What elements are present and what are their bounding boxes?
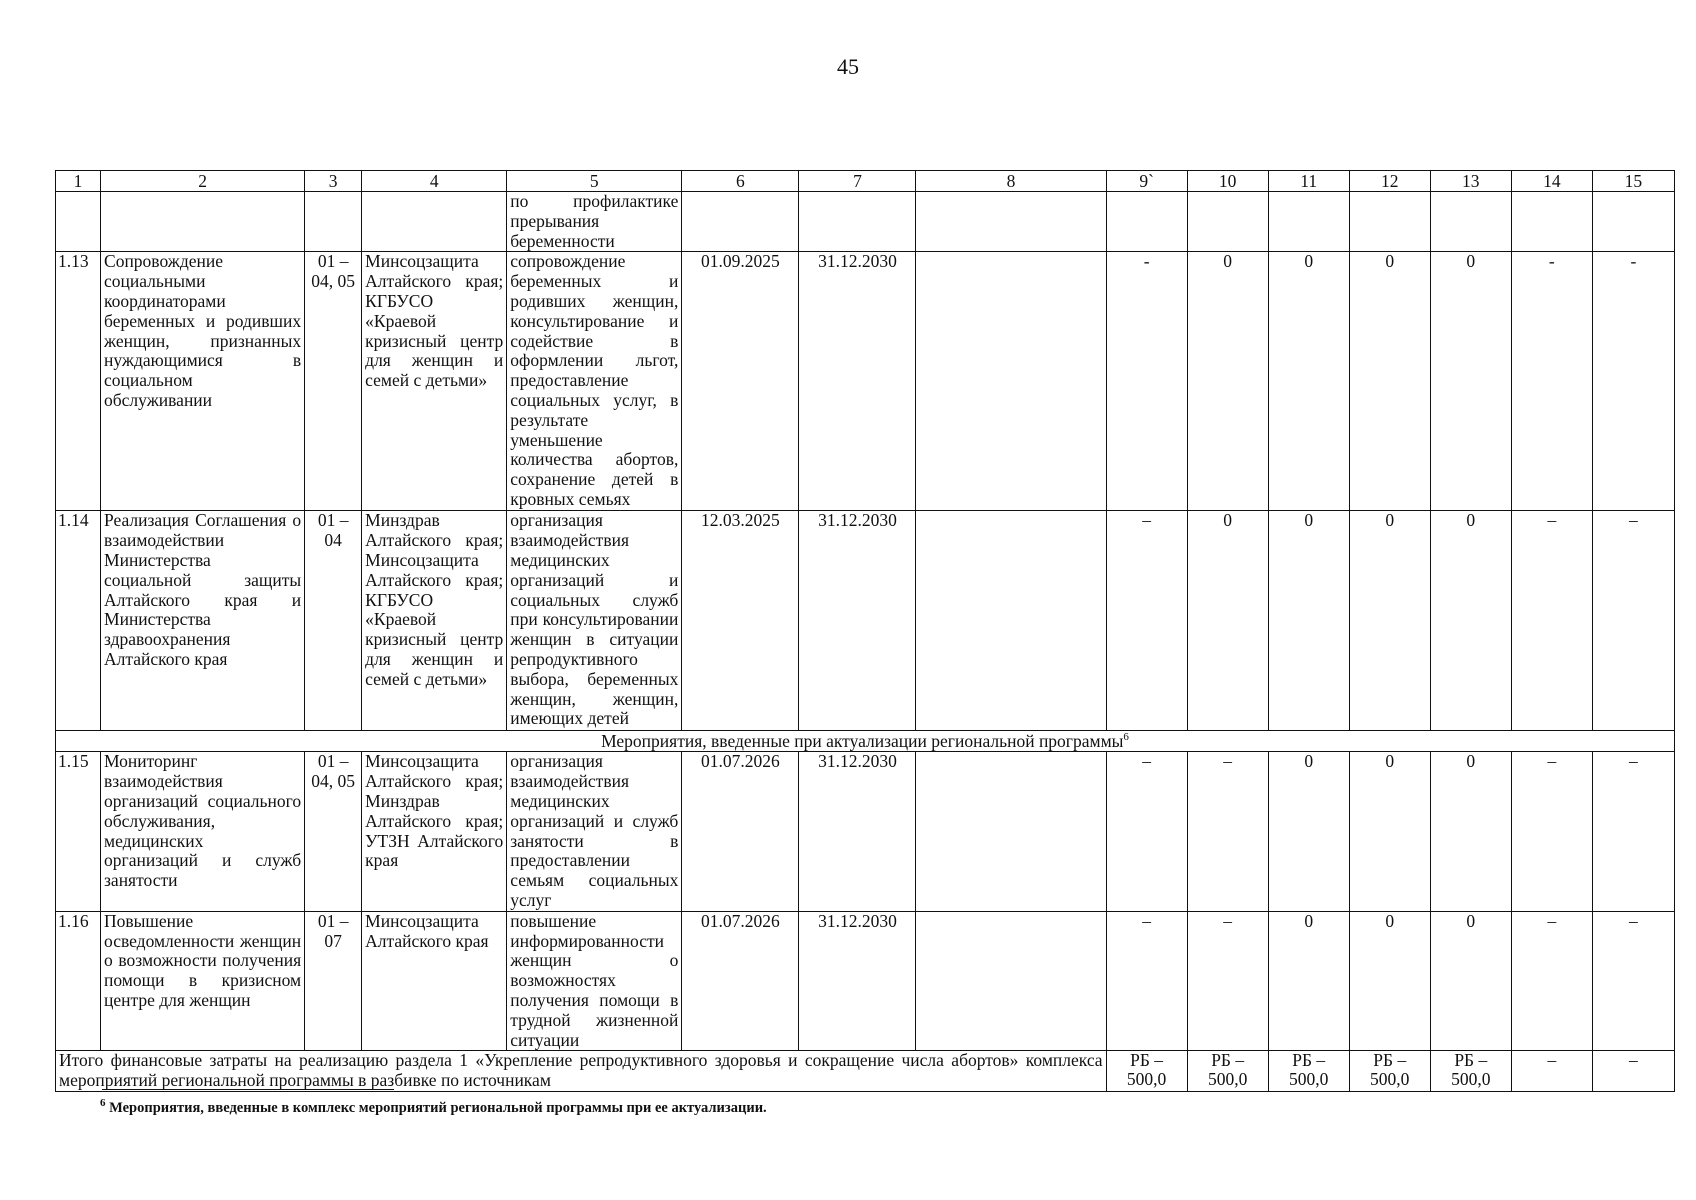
footnote-ref: 6	[1123, 731, 1129, 744]
measures-table	[55, 170, 1675, 1092]
column-number: 10	[1187, 171, 1268, 192]
years-cell: 01 – 07	[305, 911, 362, 1051]
end-date: 31.12.2030	[799, 911, 916, 1051]
result-cell: сопровождение беременных и родивших женщин, консультирование и содействие в оформлении льгот, предоставление социальных услуг, в результате уменьшение количества абортов, сохранение детей в кровных семьях	[507, 252, 682, 511]
start-date: 01.07.2026	[682, 911, 799, 1051]
measure-name: Сопровождение социальными координаторами беременных и родивших женщин, признанных нуждающимися в социальном обслуживании	[101, 252, 305, 511]
end-date: 31.12.2030	[799, 511, 916, 731]
column-number-row	[56, 171, 1675, 192]
result-cell: организация взаимодействия медицинских организаций и служб занятости в предоставлении семьям социальных услуг	[507, 752, 682, 911]
section-row	[56, 731, 1675, 752]
row-number: 1.16	[56, 911, 101, 1051]
executor-cell: Минсоцзащита Алтайского края; Минздрав Алтайского края; УТЗН Алтайского края	[362, 752, 507, 911]
value-cell: –	[1187, 911, 1268, 1051]
value-cell: 0	[1349, 252, 1430, 511]
value-cell: 0	[1268, 511, 1349, 731]
value-cell: 0	[1430, 752, 1511, 911]
value-cell: 0	[1349, 911, 1430, 1051]
table-row	[56, 252, 1675, 511]
end-date: 31.12.2030	[799, 252, 916, 511]
table-row	[56, 511, 1675, 731]
value-cell: -	[1106, 252, 1187, 511]
value-cell: –	[1511, 911, 1592, 1051]
row-number: 1.14	[56, 511, 101, 731]
value-cell: 0	[1430, 511, 1511, 731]
value-cell: –	[1511, 752, 1592, 911]
footnote-divider	[102, 1089, 394, 1090]
row-number: 1.13	[56, 252, 101, 511]
measure-name: Реализация Соглашения о взаимодействии Министерства социальной защиты Алтайского края и Министерства здравоохранения Алтайского края	[101, 511, 305, 731]
total-value: РБ – 500,0	[1106, 1051, 1187, 1092]
total-value: –	[1511, 1051, 1592, 1092]
value-cell: 0	[1268, 752, 1349, 911]
row-number: 1.15	[56, 752, 101, 911]
total-value: РБ – 500,0	[1349, 1051, 1430, 1092]
start-date: 01.07.2026	[682, 752, 799, 911]
value-cell: –	[1106, 511, 1187, 731]
value-cell: 0	[1430, 911, 1511, 1051]
value-cell: –	[1592, 911, 1674, 1051]
column-number: 15	[1592, 171, 1674, 192]
column-number: 2	[101, 171, 305, 192]
value-cell: 0	[1187, 252, 1268, 511]
total-label: Итого финансовые затраты на реализацию раздела 1 «Укрепление репродуктивного здоровья и сокращение числа абортов» комплекса мероприятий региональной программы в разбивке по источникам	[56, 1051, 1107, 1092]
value-cell: 0	[1349, 752, 1430, 911]
column-number: 14	[1511, 171, 1592, 192]
column-number: 6	[682, 171, 799, 192]
years-cell: 01 – 04	[305, 511, 362, 731]
start-date: 12.03.2025	[682, 511, 799, 731]
footnote-mark: 6	[100, 1097, 106, 1110]
column-number: 12	[1349, 171, 1430, 192]
column-number: 7	[799, 171, 916, 192]
end-date: 31.12.2030	[799, 752, 916, 911]
result-cell: организация взаимодействия медицинских организаций и социальных служб при консультировании женщин в ситуации репродуктивного выбора, беременных женщин, женщин, имеющих детей	[507, 511, 682, 731]
result-cell: повышение информированности женщин о возможностях получения помощи в трудной жизненной ситуации	[507, 911, 682, 1051]
table-row	[56, 752, 1675, 911]
column-number: 8	[916, 171, 1106, 192]
column-number: 5	[507, 171, 682, 192]
column-number: 13	[1430, 171, 1511, 192]
value-cell: -	[1511, 252, 1592, 511]
value-cell: 0	[1349, 511, 1430, 731]
carryover-row	[56, 192, 1675, 252]
value-cell: –	[1592, 752, 1674, 911]
column-number: 1	[56, 171, 101, 192]
measure-name: Повышение осведомленности женщин о возможности получения помощи в кризисном центре для женщин	[101, 911, 305, 1051]
total-value: РБ – 500,0	[1430, 1051, 1511, 1092]
value-cell: –	[1592, 511, 1674, 731]
value-cell: –	[1106, 911, 1187, 1051]
start-date: 01.09.2025	[682, 252, 799, 511]
years-cell: 01 – 04, 05	[305, 252, 362, 511]
executor-cell: Минздрав Алтайского края; Минсоцзащита Алтайского края; КГБУСО «Краевой кризисный центр для женщин и семей с детьми»	[362, 511, 507, 731]
measure-name: Мониторинг взаимодействия организаций социального обслуживания, медицинских организаций и служб занятости	[101, 752, 305, 911]
value-cell: –	[1511, 511, 1592, 731]
years-cell: 01 – 04, 05	[305, 752, 362, 911]
footnote	[100, 1097, 767, 1117]
value-cell: 0	[1430, 252, 1511, 511]
column-number: 3	[305, 171, 362, 192]
total-value: РБ – 500,0	[1187, 1051, 1268, 1092]
column-number: 9`	[1106, 171, 1187, 192]
value-cell: –	[1187, 752, 1268, 911]
value-cell: -	[1592, 252, 1674, 511]
value-cell: 0	[1268, 911, 1349, 1051]
carryover-result: по профилактике прерывания беременности	[507, 192, 682, 252]
column-number: 11	[1268, 171, 1349, 192]
executor-cell: Минсоцзащита Алтайского края; КГБУСО «Краевой кризисный центр для женщин и семей с детьми»	[362, 252, 507, 511]
value-cell: 0	[1187, 511, 1268, 731]
column-number: 4	[362, 171, 507, 192]
total-value: –	[1592, 1051, 1674, 1092]
footnote-text: Мероприятия, введенные в комплекс мероприятий региональной программы при ее актуализации.	[109, 1100, 767, 1116]
total-value: РБ – 500,0	[1268, 1051, 1349, 1092]
section-title: Мероприятия, введенные при актуализации региональной программы$^6$	[56, 731, 1675, 752]
executor-cell: Минсоцзащита Алтайского края	[362, 911, 507, 1051]
page-number: 45	[837, 54, 859, 79]
value-cell: –	[1106, 752, 1187, 911]
table-row	[56, 911, 1675, 1051]
total-row	[56, 1051, 1675, 1092]
value-cell: 0	[1268, 252, 1349, 511]
